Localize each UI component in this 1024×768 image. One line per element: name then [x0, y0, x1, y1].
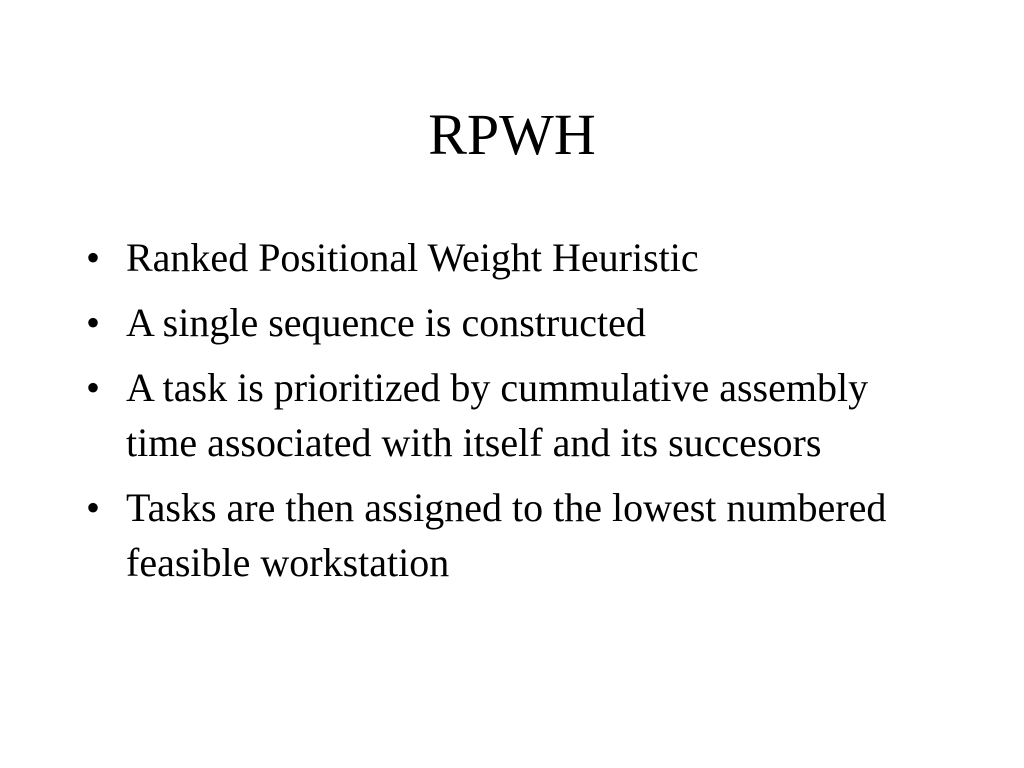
bullet-text: Ranked Positional Weight Heuristic [126, 235, 699, 280]
bullet-dot-icon: • [86, 300, 101, 345]
bullet-list [86, 230, 946, 600]
bullet-text: A single sequence is constructed [126, 300, 646, 345]
bullet-item [86, 295, 946, 350]
bullet-dot-icon: • [86, 365, 101, 410]
bullet-item [86, 230, 946, 285]
bullet-dot-icon: • [86, 235, 101, 280]
bullet-item [86, 480, 946, 590]
bullet-item [86, 360, 946, 470]
bullet-dot-icon: • [86, 485, 101, 530]
bullet-text: A task is prioritized by cummulative assembly time associated with itself and its succesors [126, 365, 869, 465]
bullet-text: Tasks are then assigned to the lowest numbered feasible workstation [126, 485, 887, 585]
slide-title: RPWH [428, 102, 596, 167]
